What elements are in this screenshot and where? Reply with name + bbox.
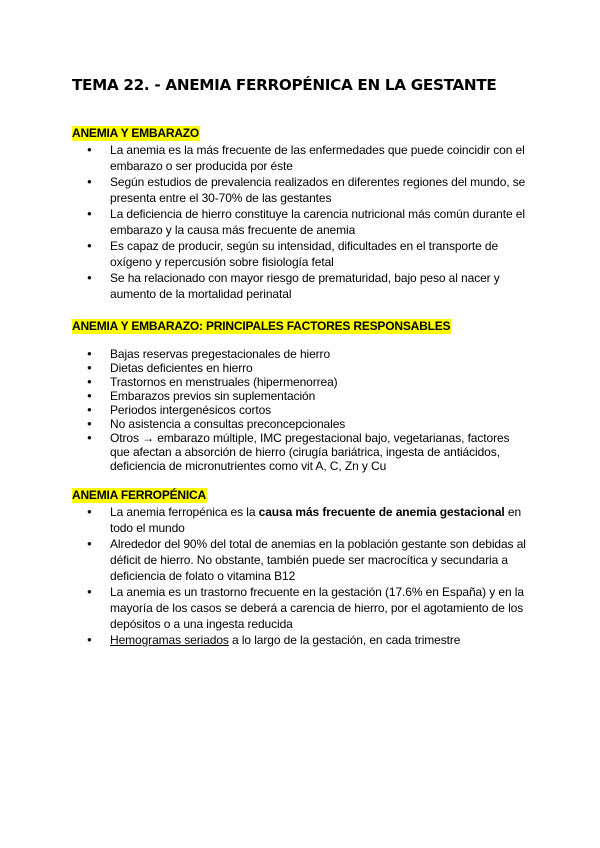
underlined-text: Hemogramas seriados	[110, 633, 229, 647]
list-item: ● La anemia es la más frecuente de las enfermedades que puede coincidir con el embarazo o ser producida por éste	[72, 142, 532, 174]
list-item: ● Periodos intergenésicos cortos	[72, 403, 532, 417]
list-item: ● Embarazos previos sin suplementación	[72, 389, 532, 403]
bullet-list-anemia-embarazo	[72, 142, 532, 302]
bold-emphasis: causa más frecuente de anemia gestacional	[258, 505, 505, 519]
page-title: TEMA 22. - ANEMIA FERROPÉNICA EN LA GESTANTE	[72, 76, 497, 94]
list-item	[72, 504, 532, 536]
list-item: ● Se ha relacionado con mayor riesgo de prematuridad, bajo peso al nacer y aumento de la mortalidad perinatal	[72, 270, 532, 302]
list-item: ● Bajas reservas pregestacionales de hierro	[72, 347, 532, 361]
list-item: ● Según estudios de prevalencia realizados en diferentes regiones del mundo, se presenta entre el 30-70% de las gestantes	[72, 174, 532, 206]
list-item: ● Es capaz de producir, según su intensidad, dificultades en el transporte de oxígeno y repercusión sobre fisiología fetal	[72, 238, 532, 270]
list-item	[72, 632, 532, 648]
list-item-text: en todo el mundo	[110, 505, 522, 535]
list-item: ● Dietas deficientes en hierro	[72, 361, 532, 375]
bullet-list-anemia-ferropenica	[72, 504, 532, 648]
section-heading-anemia-ferropenica	[72, 488, 207, 502]
list-item: ● La deficiencia de hierro constituye la carencia nutricional más común durante el embarazo y la causa más frecuente de anemia	[72, 206, 532, 238]
list-item: ● Otros → embarazo múltiple, IMC pregestacional bajo, vegetarianas, factores que afectan a absorción de hierro (cirugía bariátrica, ingesta de antiácidos, deficiencia de micronutrientes como vit A, C, Zn y Cu	[72, 431, 532, 473]
highlighted-heading-text: ANEMIA Y EMBARAZO: PRINCIPALES FACTORES RESPONSABLES	[72, 319, 451, 333]
section-heading-factores-responsables	[72, 319, 451, 333]
list-item: ● La anemia es un trastorno frecuente en la gestación (17.6% en España) y en la mayoría de los casos se deberá a carencia de hierro, por el agotamiento de los depósitos o a una ingesta reducida	[72, 584, 532, 632]
list-item: ● No asistencia a consultas preconcepcionales	[72, 417, 532, 431]
highlighted-heading-text: ANEMIA Y EMBARAZO	[72, 126, 200, 140]
list-item-text: La anemia ferropénica es la	[110, 505, 259, 519]
list-item: ● Alrededor del 90% del total de anemias en la población gestante son debidas al déficit de hierro. No obstante, también puede ser macrocítica y secundaria a deficiencia de folato o vitamina B12	[72, 536, 532, 584]
list-item: ● Trastornos en menstruales (hipermenorrea)	[72, 375, 532, 389]
bullet-list-factores	[72, 347, 532, 473]
section-heading-anemia-embarazo	[72, 126, 200, 140]
list-item-text: a lo largo de la gestación, en cada trimestre	[228, 633, 461, 647]
highlighted-heading-text: ANEMIA FERROPÉNICA	[72, 488, 206, 502]
